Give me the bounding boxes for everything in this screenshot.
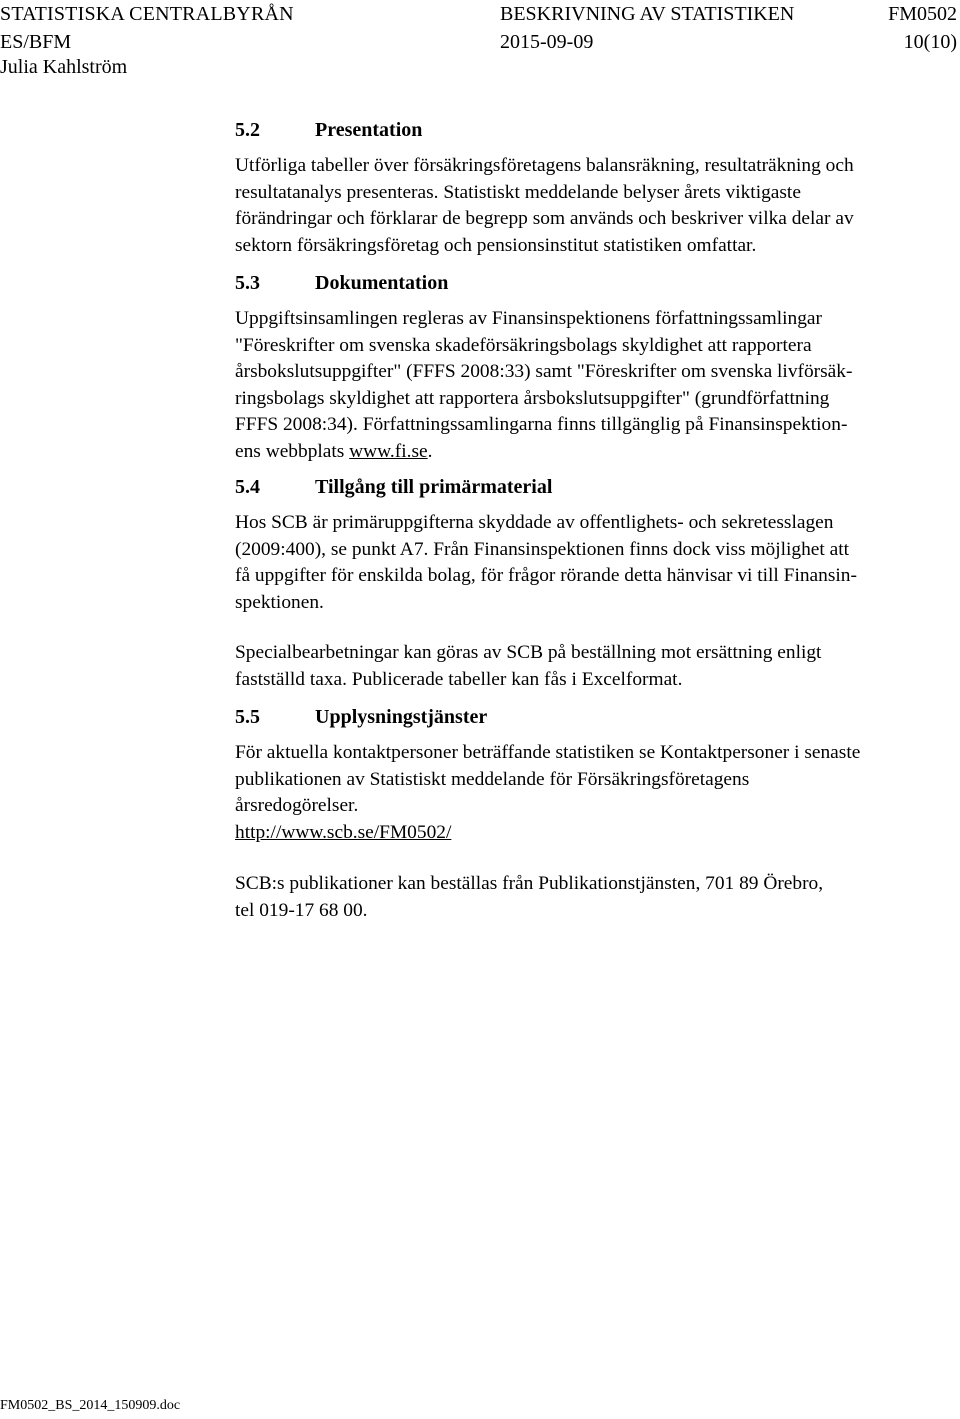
paragraph-presentation [235,153,951,259]
footer-filename: FM0502_BS_2014_150909.doc [0,1398,181,1413]
text-line: fastställd taxa. Publicerade tabeller kan fås i Excelformat. [235,668,683,690]
paragraph-documentation [235,306,951,466]
text-line: spektionen. [235,591,324,613]
text-line [235,439,951,466]
text-line: FFFS 2008:34). Författningssamlingarna finns tillgänglig på Finansinspektion- [235,414,848,436]
text-line: årsredogörelser. [235,795,359,817]
text-fragment: . [427,440,433,462]
section-number: 5.4 [235,476,260,498]
section-heading-documentation [235,271,448,295]
header-organization: STATISTISKA CENTRALBYRÅN [0,3,294,25]
section-heading-info [235,705,487,729]
section-title: Tillgång till primärmaterial [315,476,553,498]
text-line: förändringar och förklarar de begrepp som används och beskriver vilka delar av [235,208,854,230]
section-title: Dokumentation [315,272,449,294]
text-line: tel 019-17 68 00. [235,899,368,921]
header-doc-type: BESKRIVNING AV STATISTIKEN [500,3,795,25]
text-line: sektorn försäkringsföretag och pensionsinstitut statistiken omfattar. [235,234,757,256]
text-line: resultatanalys presenteras. Statistiskt meddelande belyser årets viktigaste [235,181,801,203]
text-line: publikationen av Statistiskt meddelande för Försäkringsföretagens [235,768,750,790]
text-line: Specialbearbetningar kan göras av SCB på beställning mot ersättning enligt [235,642,822,663]
text-line: Hos SCB är primäruppgifterna skyddade av offentlighets- och sekretesslagen [235,512,834,533]
header-page-number: 10(10) [903,31,957,53]
text-line: "Föreskrifter om svenska skadeförsäkringsbolags skyldighet att rapportera [235,334,812,356]
header-author: Julia Kahlström [0,56,128,78]
text-fragment: ens webbplats [235,440,350,462]
text-line: Uppgiftsinsamlingen regleras av Finansinspektionens författningssamlingar [235,308,822,329]
text-line: För aktuella kontaktpersoner beträffande statistiken se Kontaktpersoner i senaste [235,742,861,763]
scb-fm0502-link[interactable]: http://www.scb.se/FM0502/ [235,821,452,843]
section-number: 5.5 [235,706,260,728]
paragraph-access-1 [235,510,951,616]
text-line: årsbokslutsuppgifter" (FFFS 2008:33) samt "Föreskrifter om svenska livförsäk- [235,361,853,383]
text-line: Utförliga tabeller över försäkringsföretagens balansräkning, resultaträkning och [235,155,854,176]
paragraph-info-1 [235,740,951,846]
text-line: (2009:400), se punkt A7. Från Finansinspektionen finns dock viss möjlighet att [235,538,849,560]
text-line: ringsbolags skyldighet att rapportera årsbokslutsuppgifter" (grundförfattning [235,387,830,409]
section-number: 5.3 [235,272,260,294]
text-line: få uppgifter för enskilda bolag, för frågor rörande detta hänvisar vi till Finansin- [235,565,857,587]
fi-website-link[interactable]: www.fi.se [349,440,428,462]
section-title: Presentation [315,119,423,141]
paragraph-access-2 [235,640,951,693]
section-number: 5.2 [235,119,260,141]
paragraph-info-2 [235,871,951,924]
section-heading-presentation [235,118,422,142]
header-date: 2015-09-09 [500,31,594,53]
header-unit: ES/BFM [0,31,72,53]
section-title: Upplysningstjänster [315,706,488,728]
text-line: SCB:s publikationer kan beställas från Publikationstjänsten, 701 89 Örebro, [235,873,824,894]
section-heading-access [235,475,552,499]
header-doc-code: FM0502 [888,3,957,25]
text-line [235,820,951,847]
